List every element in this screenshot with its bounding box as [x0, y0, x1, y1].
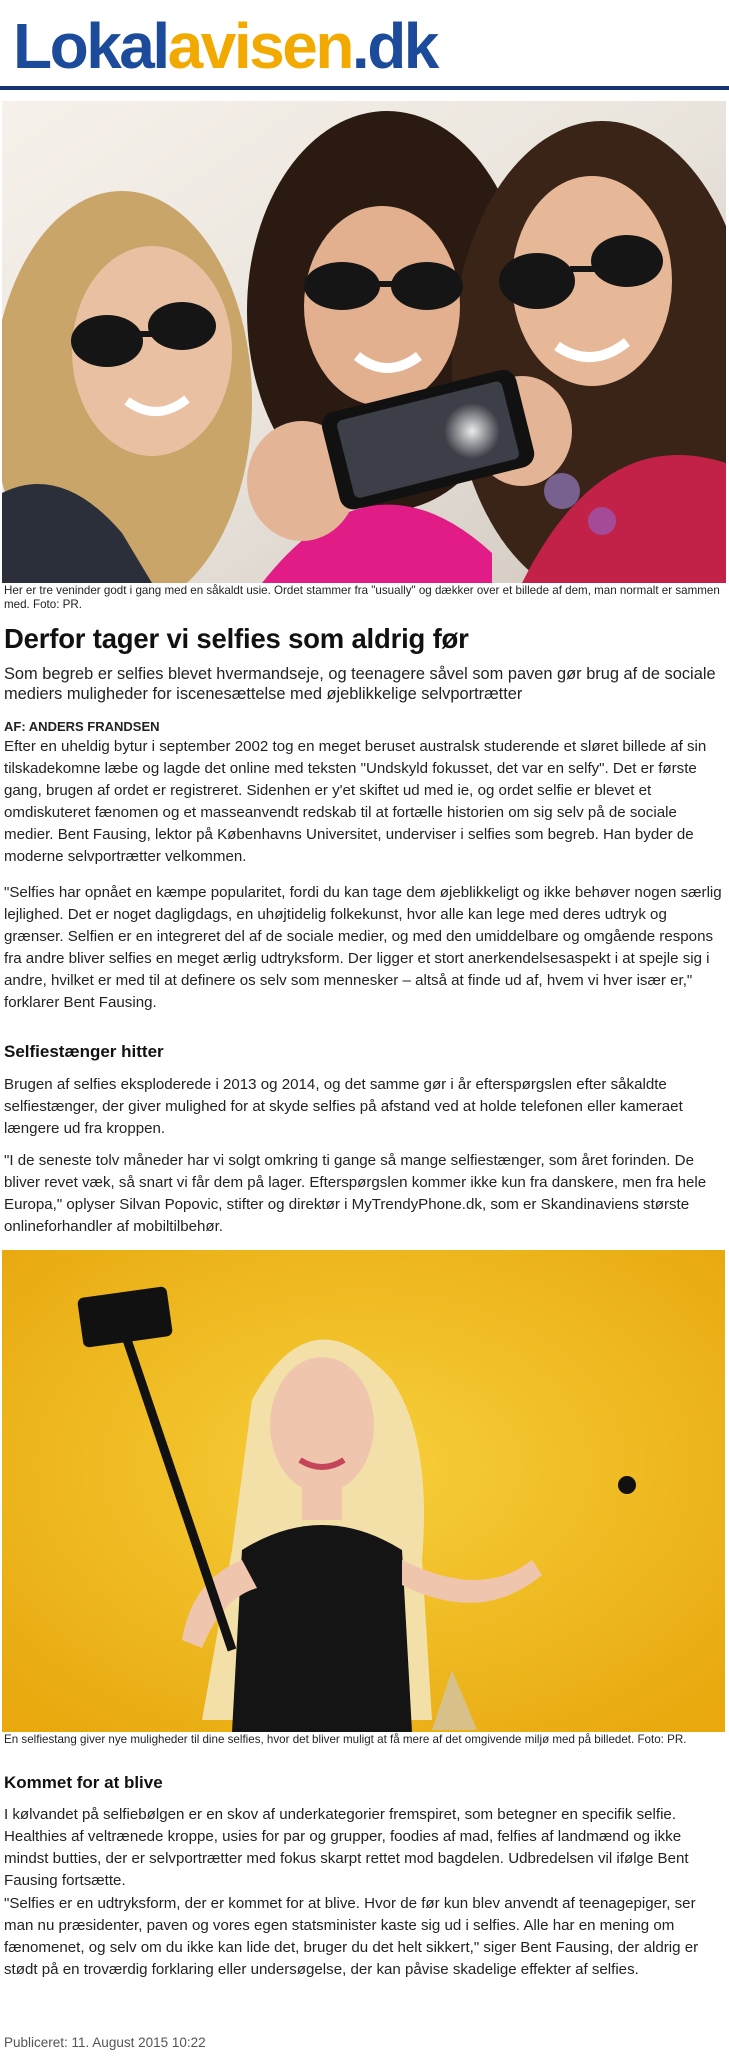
article-byline: AF: ANDERS FRANDSEN: [4, 719, 160, 734]
article-image-usie: [2, 101, 726, 583]
article-image-selfie-stick: [2, 1250, 725, 1732]
logo-text-avisen: avisen: [167, 10, 352, 82]
image-caption: En selfiestang giver nye muligheder til dine selfies, hvor det bliver muligt at få mere af det omgivende miljø med på billedet. Foto: PR.: [4, 1733, 687, 1746]
article-lead: Som begreb er selfies blevet hvermandseje, og teenagere såvel som paven gør brug af de sociale mediers muligheder for iscenesættelse med øjeblikkelige selvportrætter: [4, 665, 716, 703]
article-paragraph: Efter en uheldig bytur i september 2002 tog en meget beruset australsk studerende et sløret billede af sin tilskadekomne læbe og lagde det online med teksten "Undskyld fokusset, det var en selfy". Det er første gang, brugen af ordet er registreret. Sidenhen er y'et skiftet ud med ie, og ordet selfie er blevet et omdiskuteret fænomen og et masseanvendt redskab til at fortælle historien om sig selv på de sociale medier. Bent Fausing, lektor på Københavns Universitet, underviser i selfies som begreb. Han byder de moderne selvportrætter velkommen.: [4, 738, 707, 865]
masthead-divider: [0, 86, 729, 90]
article-paragraph: "I de seneste tolv måneder har vi solgt omkring ti gange så mange selfiestænger, som året forinden. De bliver revet væk, så snart vi får dem på lager. Efterspørgslen kommer ikke kun fra danskere, men fra hele Europa," oplyser Silvan Popovic, stifter og direktør i MyTrendyPhone.dk, som er Skandinaviens største onlineforhandler af mobiltilbehør.: [4, 1152, 707, 1235]
logo-text-dk: .dk: [351, 10, 437, 82]
image-caption: Her er tre veninder godt i gang med en såkaldt usie. Ordet stammer fra "usually" og dækker over et billede af dem, man normalt er sammen med. Foto: PR.: [4, 584, 720, 611]
logo-text-lokal: Lokal: [13, 10, 168, 82]
article-paragraph: "Selfies er en udtryksform, der er kommet for at blive. Hvor de før kun blev anvendt af teenagepiger, ser man nu præsidenter, paven og vores egen statsminister kaste sig ud i selfies. Alle har en mening om fænomenet, og selv om du ikke kan lide det, bruger du det helt sikkert," siger Bent Fausing, der aldrig er stødt på en troværdig forklaring eller undersøgelse, der kan påvise skadelige effekter af selfies.: [4, 1895, 699, 1978]
published-date: Publiceret: 11. August 2015 10:22: [4, 2035, 206, 2050]
site-logo[interactable]: [13, 8, 437, 84]
subheading: Selfiestænger hitter: [4, 1042, 164, 1061]
article-paragraph: I kølvandet på selfiebølgen er en skov af underkategorier fremspiret, som betegner en specifik selfie. Healthies af veltrænede kroppe, usies for par og grupper, foodies af mad, felfies af landmænd og ikke mindst butties, der er selvportrætter med fokus skarpt rettet mod bagdelen. Udbredelsen vil ifølge Bent Fausing fortsætte.: [4, 1806, 689, 1889]
subheading: Kommet for at blive: [4, 1773, 163, 1792]
masthead: [0, 0, 729, 92]
article-paragraph: "Selfies har opnået en kæmpe popularitet, fordi du kan tage dem øjeblikkeligt og ikke behøver nogen særlig lejlighed. Det er noget dagligdags, en uhøjtidelig folkekunst, hvor alle kan lege med deres udtryk og grænser. Selfien er en integreret del af de sociale medier, og med den umiddelbare og omgående respons fra andre bliver selfies en meget ærlig udtryksform. Der ligger et stort anerkendelsesaspekt i at spejle sig i andre, hvilket er med til at definere os selv som mennesker – altså at finde ud af, hvem vi hver især er," forklarer Bent Fausing.: [4, 884, 722, 1011]
article-headline: Derfor tager vi selfies som aldrig før: [4, 623, 469, 654]
article-paragraph: Brugen af selfies eksploderede i 2013 og 2014, og det samme gør i år efterspørgslen efter såkaldte selfiestænger, der giver mulighed for at skyde selfies på afstand ved at holde telefonen eller kameraet længere ud fra kroppen.: [4, 1076, 683, 1137]
